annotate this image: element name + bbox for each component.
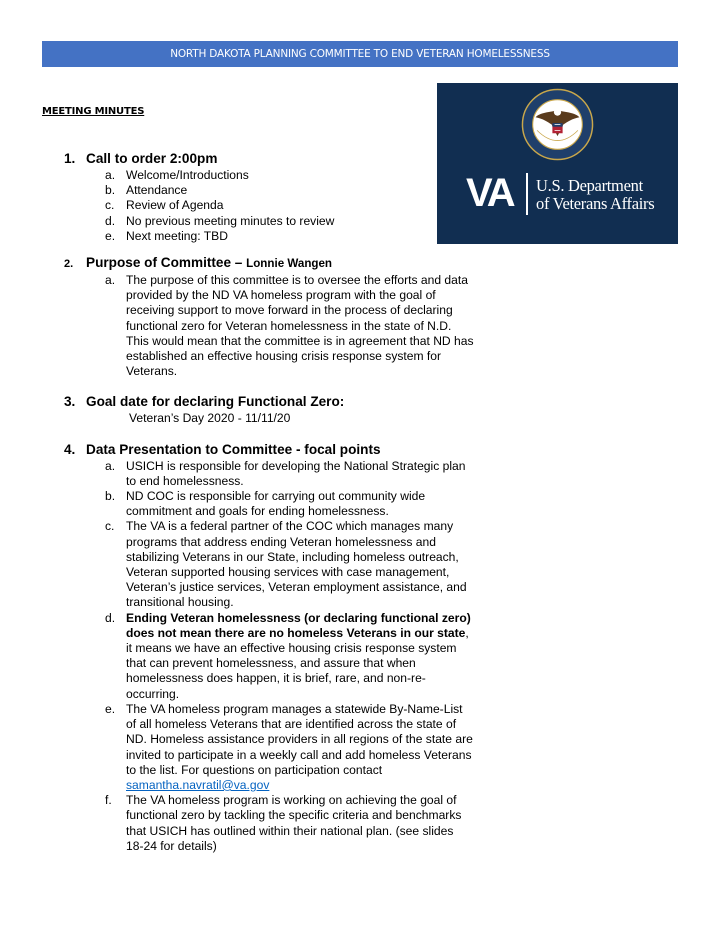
contact-email-link[interactable]: samantha.navratil@va.gov (126, 777, 270, 792)
section-2-presenter: Lonnie Wangen (246, 257, 333, 271)
document-title: NORTH DAKOTA PLANNING COMMITTEE TO END VETERAN HOMELESSNESS (170, 48, 550, 60)
department-line-1: U.S. Department (536, 176, 643, 195)
list-item: d. No previous meeting minutes to review (105, 213, 335, 228)
meeting-minutes-label: MEETING MINUTES (42, 106, 145, 117)
section-4-heading: 4. Data Presentation to Committee - focal points (64, 441, 381, 457)
list-item: d. Ending Veteran homelessness (or declaring functional zero) does not mean there are no homeless Veterans in our state, it means we have an effective housing crisis response system that can prevent homelessness, and assure that when homelessness does happen, it is brief, rare, and non-re-occurring. (105, 610, 471, 701)
department-line-2: of Veterans Affairs (536, 194, 655, 213)
list-item: a. Welcome/Introductions (105, 168, 249, 182)
section-1-list (80, 168, 474, 244)
list-item: e. The VA homeless program manages a statewide By-Name-List of all homeless Veterans that are identified across the state of ND. Homeless assistance providers in all regions of the state are invited to participate in a weekly call and add homeless Veterans to the list. For questions on participation contact samantha.navratil@va.gov (105, 701, 473, 792)
section-1-heading: 1. Call to order 2:00pm (64, 151, 218, 166)
section-3-title: Goal date for declaring Functional Zero: (86, 394, 345, 410)
section-3-heading: 3. Goal date for declaring Functional Zero: (64, 394, 345, 410)
va-seal-icon (521, 88, 594, 161)
logo-divider (526, 173, 528, 215)
document-header-bar (42, 41, 678, 67)
list-item: c. The VA is a federal partner of the COC which manages many programs that address ending Veteran homelessness and stabilizing Veterans in our State, including homeless outreach, Veteran supported housing services with case management, Veteran’s justice services, Veteran employment assistance, and transitional housing. (105, 519, 467, 610)
list-item: b. ND COC is responsible for carrying out community wide commitment and goals for ending homelessness. (105, 489, 426, 519)
list-item: e. Next meeting: TBD (105, 228, 228, 243)
functional-zero-goal-date: Veteran’s Day 2020 - 11/11/20 (129, 411, 291, 426)
section-2-title: Purpose of Committee – (86, 255, 247, 271)
section-4-list (80, 459, 474, 854)
section-4-title: Data Presentation to Committee - focal points (86, 441, 381, 457)
section-2-list (80, 273, 474, 379)
list-item: a. USICH is responsible for developing the National Strategic plan to end homelessness. (105, 458, 466, 488)
section-2-heading: 2. Purpose of Committee – Lonnie Wangen (64, 255, 333, 271)
list-item: b. Attendance (105, 183, 188, 198)
minutes-content (64, 150, 474, 854)
department-name (536, 177, 654, 213)
list-item: a. The purpose of this committee is to oversee the efforts and data provided by the ND VA homeless program with the goal of receiving support to move forward in the process of declaring functional zero for Veteran homelessness in the state of N.D. This would mean that the committee is in agreement that ND has established an effective housing crisis response system for Veterans. (105, 273, 474, 379)
list-item: c. Review of Agenda (105, 198, 224, 213)
list-item: f. The VA homeless program is working on achieving the goal of functional zero by tackling the specific criteria and benchmarks that USICH has outlined within their national plan. (see slides 18-24 for details) (105, 793, 462, 853)
va-brand-mark: VA (466, 171, 513, 215)
section-1-title: Call to order 2:00pm (86, 151, 218, 166)
